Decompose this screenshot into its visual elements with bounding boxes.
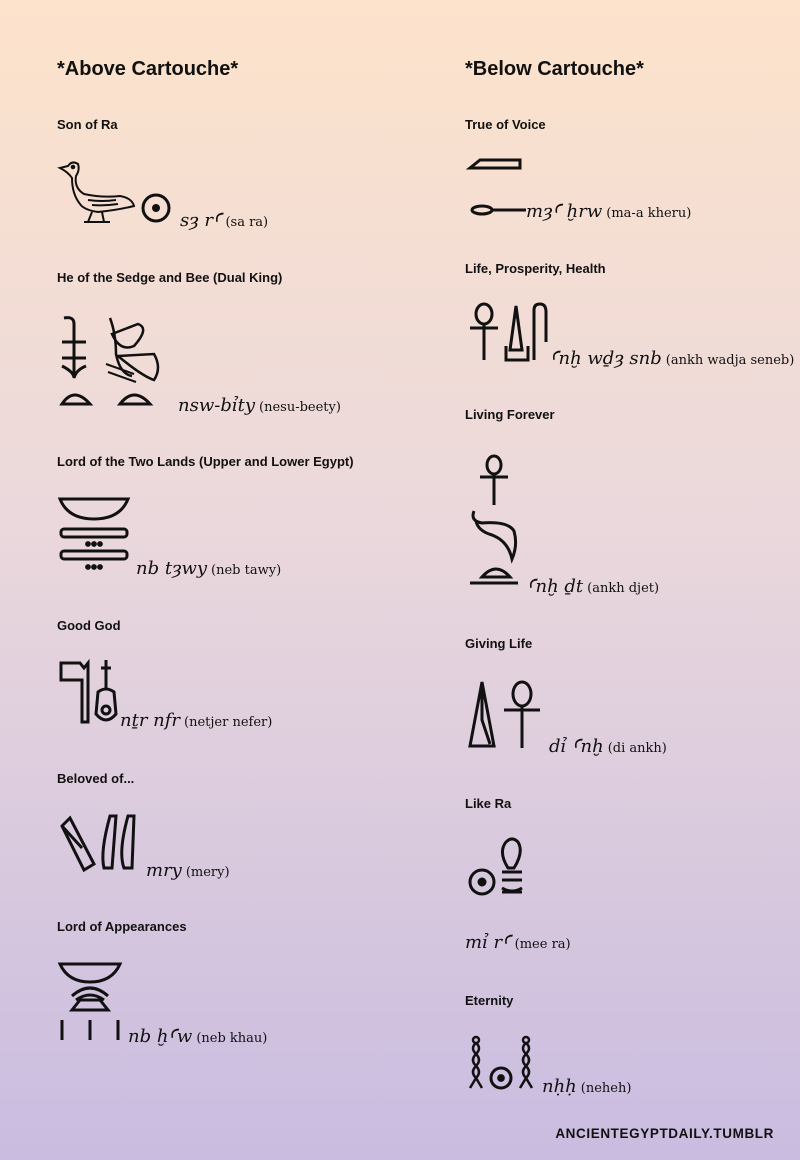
translit-good-god xyxy=(120,710,272,731)
basket-and-sunrise-glyph xyxy=(58,960,128,1042)
title-label-good-god: Good God xyxy=(57,618,121,633)
like-ra-hieroglyphs xyxy=(466,838,528,903)
title-label-dual-king: He of the Sedge and Bee (Dual King) xyxy=(57,270,283,285)
dual-king-hieroglyphs xyxy=(58,314,178,414)
transliteration: Ꜥnḫ wḏȝ snb xyxy=(550,348,662,369)
title-label-true-of-voice: True of Voice xyxy=(465,117,546,132)
transliteration: nb tȝwy xyxy=(136,558,208,579)
ankh-cobra-bread-glyph xyxy=(468,455,528,590)
living-forever-hieroglyphs xyxy=(468,455,528,595)
transliteration: dỉ Ꜥnḫ xyxy=(549,736,604,757)
pronunciation: (ma-a kheru) xyxy=(606,206,692,221)
source-credit: ANCIENTEGYPTDAILY.TUMBLR xyxy=(555,1125,774,1142)
good-god-hieroglyphs xyxy=(58,660,128,735)
pronunciation: (mery) xyxy=(185,865,230,880)
hoe-and-reeds-glyph xyxy=(58,812,148,877)
title-label-giving-life: Giving Life xyxy=(465,636,533,651)
lord-two-lands-hieroglyphs xyxy=(58,495,138,580)
title-label-living-forever: Living Forever xyxy=(465,407,555,422)
twisted-flax-and-sun-glyph xyxy=(466,1036,538,1092)
pronunciation: (neb khau) xyxy=(196,1031,268,1046)
translit-dual-king xyxy=(178,395,341,416)
pronunciation: (nesu-beety) xyxy=(259,400,341,415)
transliteration: mry xyxy=(146,860,182,881)
above-cartouche-heading: *Above Cartouche* xyxy=(57,58,239,80)
translit-lord-two-lands xyxy=(136,558,281,579)
title-label-lord-of-appearances: Lord of Appearances xyxy=(57,919,187,934)
plinth-and-oar-glyph xyxy=(468,156,530,218)
eternity-hieroglyphs xyxy=(466,1036,538,1097)
lord-of-appearances-hieroglyphs xyxy=(58,960,128,1047)
translit-living-forever xyxy=(527,576,659,597)
transliteration: nḥḥ xyxy=(542,1076,577,1097)
pronunciation: (sa ra) xyxy=(225,215,269,230)
pronunciation: (ankh djet) xyxy=(587,581,660,596)
translit-lord-of-appearances xyxy=(128,1026,267,1047)
transliteration: sȝ rꜤ xyxy=(180,210,222,231)
pronunciation: (mee ra) xyxy=(514,937,571,952)
basket-and-land-glyph xyxy=(58,495,138,575)
cone-and-ankh-glyph xyxy=(468,680,548,752)
pronunciation: (ankh wadja seneb) xyxy=(665,353,795,368)
giving-life-hieroglyphs xyxy=(468,680,548,757)
transliteration: mỉ rꜤ xyxy=(465,932,511,953)
translit-beloved-of xyxy=(146,860,230,881)
translit-life-prosperity-health xyxy=(550,348,794,369)
sun-and-jar-glyph xyxy=(466,838,528,898)
life-prosperity-health-hieroglyphs xyxy=(468,302,550,369)
sedge-and-bee-glyph xyxy=(58,314,178,409)
below-cartouche-heading: *Below Cartouche* xyxy=(465,58,644,80)
transliteration: mȝꜤ ḫrw xyxy=(526,201,603,222)
title-label-like-ra: Like Ra xyxy=(465,796,512,811)
translit-eternity xyxy=(542,1076,631,1097)
translit-son-of-ra xyxy=(180,210,268,231)
translit-giving-life xyxy=(549,736,667,757)
title-label-son-of-ra: Son of Ra xyxy=(57,117,118,132)
transliteration: nṯr nfr xyxy=(120,710,181,731)
transliteration: nb ḫꜤw xyxy=(128,1026,193,1047)
ankh-sceptre-cloth-glyph xyxy=(468,302,550,364)
translit-true-of-voice xyxy=(526,201,691,222)
transliteration: Ꜥnḫ ḏt xyxy=(527,576,584,597)
transliteration: nsw-bỉty xyxy=(178,395,256,416)
pronunciation: (netjer nefer) xyxy=(184,715,273,730)
pronunciation: (neb tawy) xyxy=(211,563,282,578)
title-label-life-prosperity-health: Life, Prosperity, Health xyxy=(465,261,606,276)
title-label-lord-two-lands: Lord of the Two Lands (Upper and Lower Egypt) xyxy=(57,454,354,469)
beloved-hieroglyphs xyxy=(58,812,148,882)
duck-and-sun-glyph xyxy=(58,158,178,228)
son-of-ra-hieroglyphs xyxy=(58,158,178,233)
flag-and-heart-glyph xyxy=(58,660,128,730)
title-label-beloved-of: Beloved of... xyxy=(57,771,135,786)
pronunciation: (neheh) xyxy=(580,1081,632,1096)
title-label-eternity: Eternity xyxy=(465,993,514,1008)
true-of-voice-hieroglyphs xyxy=(468,156,530,223)
translit-like-ra xyxy=(465,932,571,953)
pronunciation: (di ankh) xyxy=(607,741,667,756)
